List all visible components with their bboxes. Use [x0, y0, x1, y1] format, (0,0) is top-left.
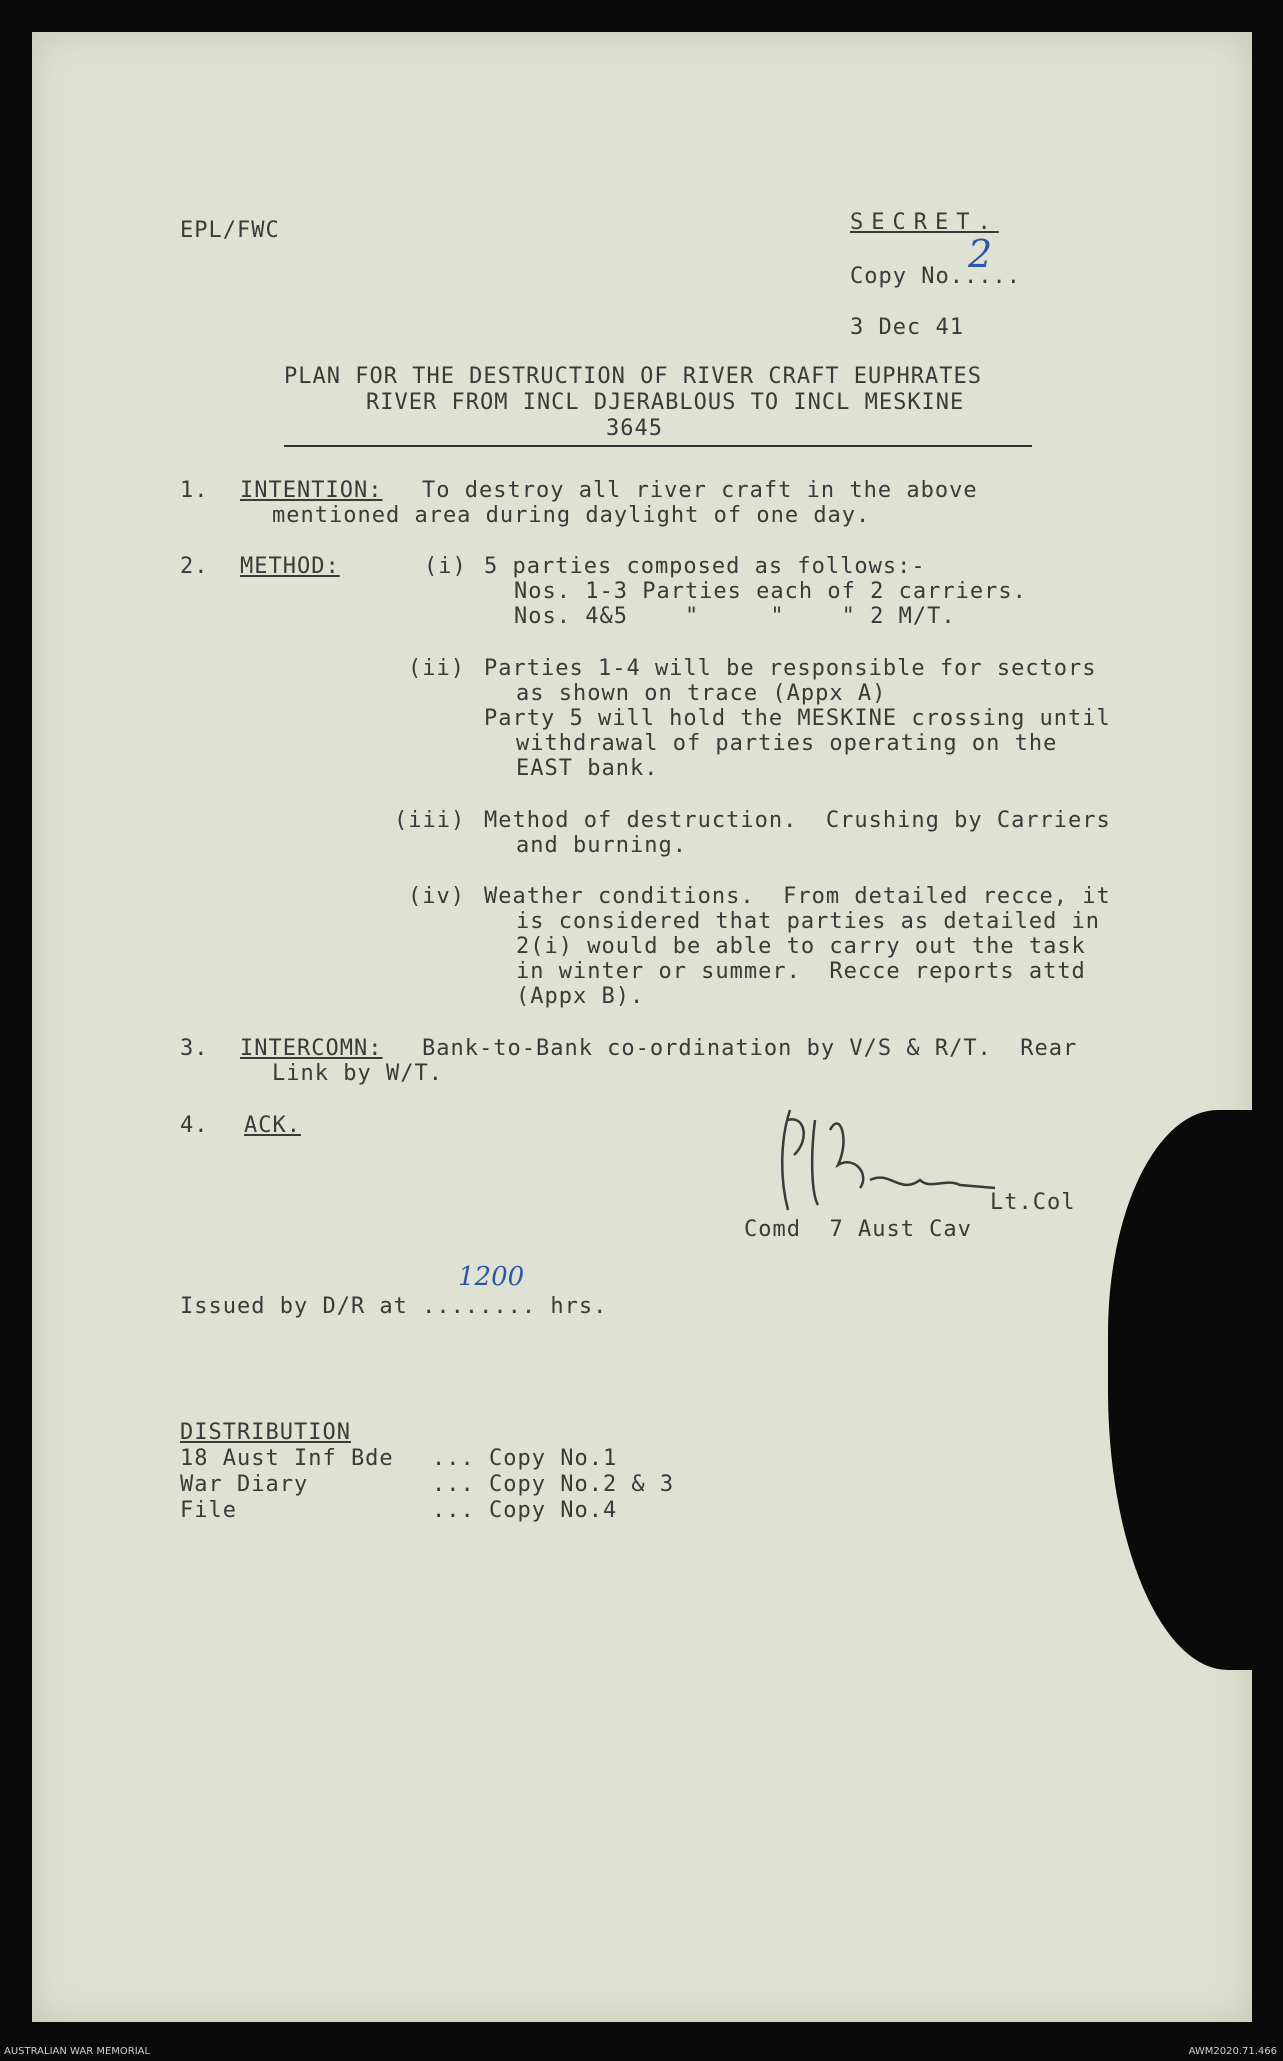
distribution-copy-3: ... Copy No.4	[432, 1498, 618, 1523]
title-line-1: PLAN FOR THE DESTRUCTION OF RIVER CRAFT EUPHRATES	[284, 364, 983, 389]
method-ii-text-1: Parties 1-4 will be responsible for sectors	[484, 656, 1097, 681]
method-i-text-2: Nos. 1-3 Parties each of 2 carriers.	[514, 579, 1027, 604]
title-underline	[284, 445, 1032, 447]
section-2-number: 2.	[180, 554, 209, 579]
method-iii-text-2: and burning.	[516, 833, 687, 858]
method-iii-text-1: Method of destruction. Crushing by Carriers	[484, 808, 1111, 833]
copy-number-label: Copy No.....	[850, 264, 1021, 289]
title-number: 3645	[606, 416, 663, 441]
distribution-copy-2: ... Copy No.2 & 3	[432, 1472, 675, 1497]
method-iv-text-2: is considered that parties as detailed in	[516, 909, 1101, 934]
method-ii-text-5: EAST bank.	[516, 756, 659, 781]
distribution-to-2: War Diary	[180, 1472, 309, 1497]
distribution-to-1: 18 Aust Inf Bde	[180, 1446, 394, 1471]
method-i-number: (i)	[424, 554, 467, 579]
method-iv-number: (iv)	[408, 884, 465, 909]
method-i-text-3: Nos. 4&5 " " " 2 M/T.	[514, 604, 956, 629]
distribution-copy-1: ... Copy No.1	[432, 1446, 618, 1471]
reference-code: EPL/FWC	[180, 218, 280, 243]
method-iv-text-4: in winter or summer. Recce reports attd	[516, 959, 1086, 984]
footer-institution: AUSTRALIAN WAR MEMORIAL	[4, 2046, 151, 2057]
title-line-2: RIVER FROM INCL DJERABLOUS TO INCL MESKINE	[366, 390, 965, 415]
document-page	[32, 32, 1252, 2022]
signature-rank: Lt.Col	[990, 1190, 1076, 1215]
method-ii-text-2: as shown on trace (Appx A)	[516, 681, 887, 706]
method-iii-number: (iii)	[394, 808, 466, 833]
intention-text-2: mentioned area during daylight of one day.	[272, 503, 871, 528]
intention-heading: INTENTION:	[240, 478, 383, 503]
method-iv-text-3: 2(i) would be able to carry out the task	[516, 934, 1086, 959]
method-ii-text-3: Party 5 will hold the MESKINE crossing until	[484, 706, 1111, 731]
section-4-number: 4.	[180, 1113, 209, 1138]
issued-time-handwritten: 1200	[458, 1262, 525, 1292]
issued-by-line: Issued by D/R at ........ hrs.	[180, 1294, 608, 1319]
intercomm-heading: INTERCOMN:	[240, 1036, 383, 1061]
method-ii-text-4: withdrawal of parties operating on the	[516, 731, 1058, 756]
intention-text-1: To destroy all river craft in the above	[422, 478, 978, 503]
section-3-number: 3.	[180, 1036, 209, 1061]
distribution-heading: DISTRIBUTION	[180, 1420, 351, 1445]
copy-number-handwritten: 2	[968, 232, 993, 276]
method-heading: METHOD:	[240, 554, 340, 579]
distribution-to-3: File	[180, 1498, 237, 1523]
intercomm-text-2: Link by W/T.	[272, 1061, 443, 1086]
ack-heading: ACK.	[244, 1113, 301, 1138]
intercomm-text-1: Bank-to-Bank co-ordination by V/S & R/T. Rear	[422, 1036, 1078, 1061]
document-date: 3 Dec 41	[850, 315, 964, 340]
method-iv-text-1: Weather conditions. From detailed recce, it	[484, 884, 1111, 909]
footer-accession-number: AWM2020.71.466	[1188, 2046, 1277, 2057]
method-iv-text-5: (Appx B).	[516, 984, 645, 1009]
signature-unit: Comd 7 Aust Cav	[744, 1217, 972, 1242]
section-1-number: 1.	[180, 478, 209, 503]
classification: SECRET.	[850, 210, 999, 235]
method-ii-number: (ii)	[408, 656, 465, 681]
signature-scrawl	[760, 1100, 1000, 1220]
method-i-text-1: 5 parties composed as follows:-	[484, 554, 926, 579]
